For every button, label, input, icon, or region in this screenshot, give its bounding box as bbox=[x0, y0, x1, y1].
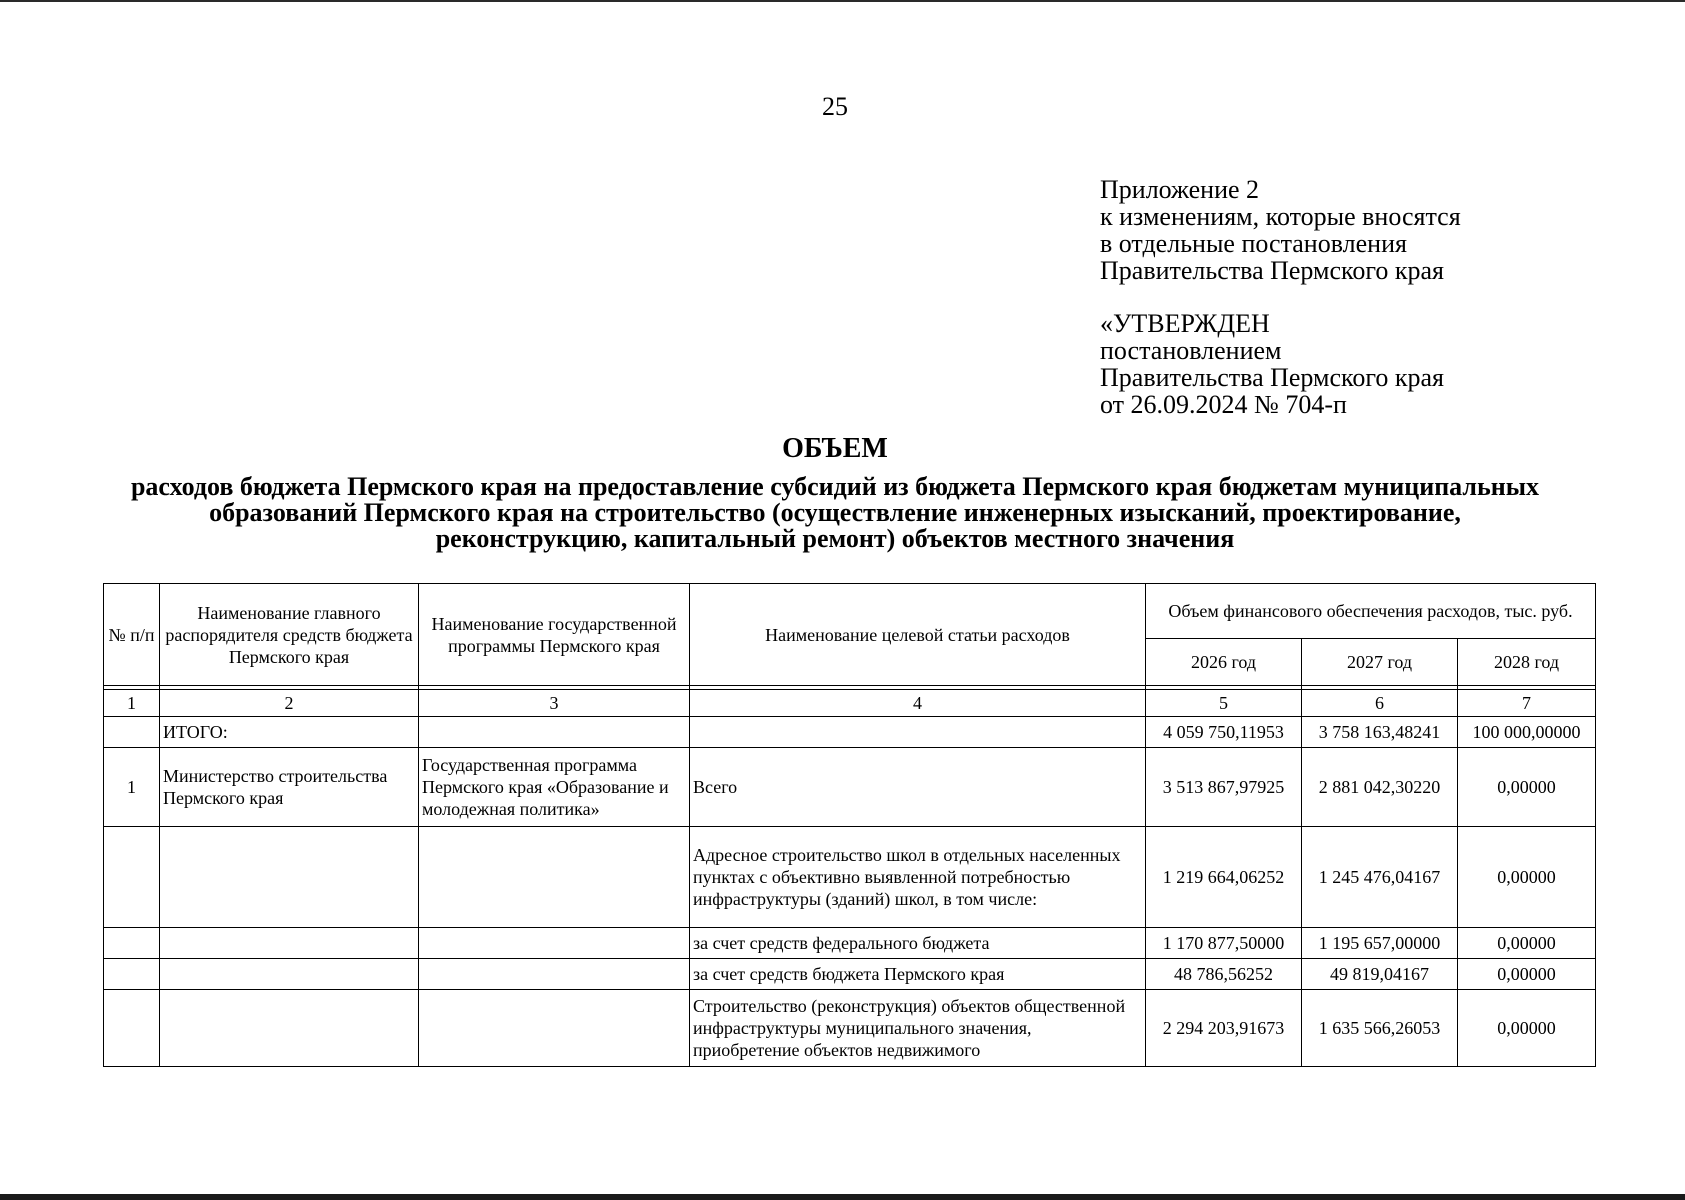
cell-2027: 3 758 163,48241 bbox=[1302, 717, 1458, 748]
page-number: 25 bbox=[822, 92, 848, 121]
header-funding: Объем финансового обеспечения расходов, тыс. руб. bbox=[1146, 584, 1596, 639]
cell-2028: 0,00000 bbox=[1458, 827, 1596, 928]
cell-article: Адресное строительство школ в отдельных населенных пунктах с объективно выявленной потребностью инфраструктуры (зданий) школ, в том числе: bbox=[690, 827, 1146, 928]
header-article: Наименование целевой статьи расходов bbox=[690, 584, 1146, 686]
cell-program: Государственная программа Пермского края «Образование и молодежная политика» bbox=[419, 748, 690, 827]
cell-distributor bbox=[160, 990, 419, 1067]
cell-article: за счет средств федерального бюджета bbox=[690, 928, 1146, 959]
budget-table bbox=[103, 583, 1596, 1067]
cell-2026: 3 513 867,97925 bbox=[1146, 748, 1302, 827]
cell-program bbox=[419, 959, 690, 990]
cell-2026: 4 059 750,11953 bbox=[1146, 717, 1302, 748]
column-number: 2 bbox=[160, 690, 419, 717]
cell-num bbox=[104, 959, 160, 990]
column-number: 7 bbox=[1458, 690, 1596, 717]
table-row bbox=[104, 959, 1596, 990]
column-number-row bbox=[104, 690, 1596, 717]
cell-program bbox=[419, 928, 690, 959]
cell-program bbox=[419, 717, 690, 748]
cell-num bbox=[104, 928, 160, 959]
cell-2027: 1 245 476,04167 bbox=[1302, 827, 1458, 928]
cell-2027: 1 195 657,00000 bbox=[1302, 928, 1458, 959]
scan-top-edge bbox=[0, 0, 1685, 2]
cell-2028: 0,00000 bbox=[1458, 990, 1596, 1067]
document-title: ОБЪЕМ bbox=[782, 433, 888, 464]
scan-bottom-edge bbox=[0, 1194, 1685, 1200]
column-number: 1 bbox=[104, 690, 160, 717]
cell-2028: 0,00000 bbox=[1458, 748, 1596, 827]
header-num: № п/п bbox=[104, 584, 160, 686]
cell-program bbox=[419, 827, 690, 928]
appendix-block bbox=[1100, 176, 1600, 284]
cell-2026: 1 219 664,06252 bbox=[1146, 827, 1302, 928]
cell-num bbox=[104, 827, 160, 928]
column-number: 4 bbox=[690, 690, 1146, 717]
cell-num bbox=[104, 717, 160, 748]
cell-num bbox=[104, 990, 160, 1067]
appendix-line: Правительства Пермского края bbox=[1100, 256, 1444, 285]
table-row bbox=[104, 748, 1596, 827]
header-distributor: Наименование главного распорядителя средств бюджета Пермского края bbox=[160, 584, 419, 686]
header-row bbox=[104, 584, 1596, 639]
cell-distributor bbox=[160, 959, 419, 990]
table-row bbox=[104, 928, 1596, 959]
cell-2027: 2 881 042,30220 bbox=[1302, 748, 1458, 827]
table-row bbox=[104, 990, 1596, 1067]
appendix-line: Приложение 2 bbox=[1100, 175, 1260, 204]
cell-2028: 0,00000 bbox=[1458, 959, 1596, 990]
document-subtitle: расходов бюджета Пермского края на предоставление субсидий из бюджета Пермского края бюджетам муниципальных образований Пермского края на строительство (осуществление инженерных изысканий, проектирование, реконструкцию, капитальный ремонт) объектов местного значения bbox=[130, 472, 1540, 553]
approval-line: «УТВЕРЖДЕН bbox=[1100, 309, 1270, 338]
table-row-total bbox=[104, 717, 1596, 748]
approval-line: постановлением bbox=[1100, 336, 1282, 365]
cell-2028: 100 000,00000 bbox=[1458, 717, 1596, 748]
cell-distributor bbox=[160, 928, 419, 959]
approval-block bbox=[1100, 310, 1600, 418]
header-year-2027: 2027 год bbox=[1302, 639, 1458, 686]
appendix-line: к изменениям, которые вносятся bbox=[1100, 202, 1461, 231]
column-number: 5 bbox=[1146, 690, 1302, 717]
column-number: 6 bbox=[1302, 690, 1458, 717]
cell-num: 1 bbox=[104, 748, 160, 827]
appendix-line: в отдельные постановления bbox=[1100, 229, 1407, 258]
approval-line: Правительства Пермского края bbox=[1100, 363, 1444, 392]
header-year-2026: 2026 год bbox=[1146, 639, 1302, 686]
approval-line: от 26.09.2024 № 704-п bbox=[1100, 390, 1347, 419]
cell-article: за счет средств бюджета Пермского края bbox=[690, 959, 1146, 990]
header-year-2028: 2028 год bbox=[1458, 639, 1596, 686]
cell-2026: 2 294 203,91673 bbox=[1146, 990, 1302, 1067]
cell-distributor: Министерство строительства Пермского края bbox=[160, 748, 419, 827]
table-row bbox=[104, 827, 1596, 928]
cell-distributor: ИТОГО: bbox=[160, 717, 419, 748]
cell-article: Всего bbox=[690, 748, 1146, 827]
cell-distributor bbox=[160, 827, 419, 928]
cell-2027: 49 819,04167 bbox=[1302, 959, 1458, 990]
cell-2026: 48 786,56252 bbox=[1146, 959, 1302, 990]
cell-article bbox=[690, 717, 1146, 748]
cell-2026: 1 170 877,50000 bbox=[1146, 928, 1302, 959]
column-number: 3 bbox=[419, 690, 690, 717]
cell-2027: 1 635 566,26053 bbox=[1302, 990, 1458, 1067]
header-program: Наименование государственной программы Пермского края bbox=[419, 584, 690, 686]
cell-2028: 0,00000 bbox=[1458, 928, 1596, 959]
cell-article: Строительство (реконструкция) объектов общественной инфраструктуры муниципального значения, приобретение объектов недвижимого bbox=[690, 990, 1146, 1067]
cell-program bbox=[419, 990, 690, 1067]
